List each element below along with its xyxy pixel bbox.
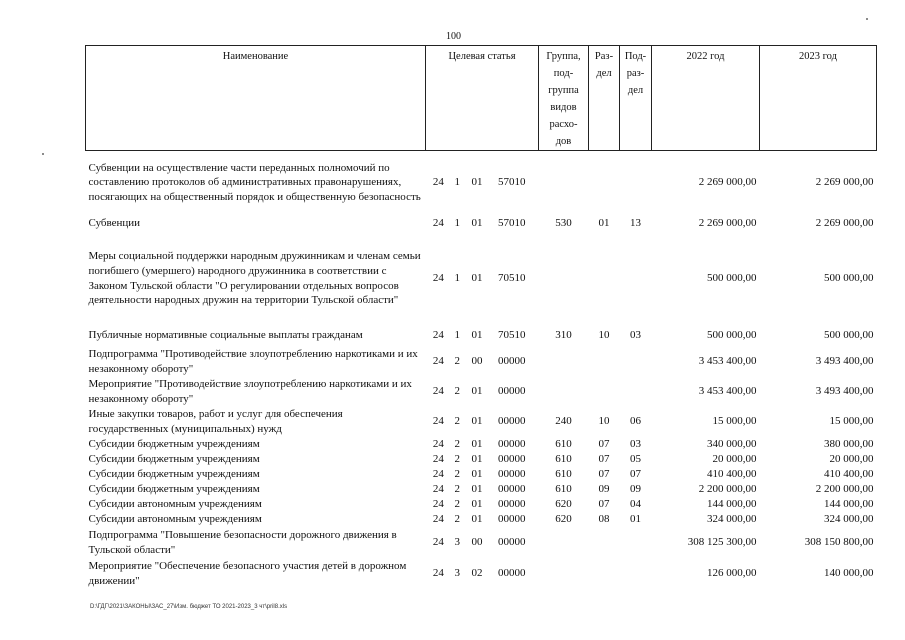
target-event: 01 xyxy=(471,272,483,285)
header-group-line: видов xyxy=(550,102,577,113)
target-program: 24 xyxy=(432,467,444,480)
target-program: 24 xyxy=(432,217,444,230)
table-row xyxy=(86,407,877,437)
row-subsection: 05 xyxy=(630,452,641,465)
header-group-line: Группа, xyxy=(546,51,581,62)
row-amount-2023: 410 400,00 xyxy=(824,467,874,480)
row-target-article xyxy=(426,347,539,377)
row-subsection: 03 xyxy=(630,437,641,450)
row-amount-2022: 3 453 400,00 xyxy=(698,385,757,398)
row-target-article xyxy=(426,512,539,527)
target-program: 24 xyxy=(432,176,444,189)
row-section: 07 xyxy=(598,497,610,510)
header-group xyxy=(539,46,589,151)
table-row xyxy=(86,215,877,233)
row-subsection xyxy=(620,347,652,377)
row-group xyxy=(539,377,589,407)
row-section xyxy=(589,347,620,377)
row-target-article xyxy=(426,482,539,497)
target-program: 24 xyxy=(432,437,444,450)
scan-speck xyxy=(866,18,868,20)
target-program: 24 xyxy=(432,512,444,525)
target-direction: 00000 xyxy=(497,497,526,510)
target-subprogram: 2 xyxy=(454,437,460,450)
header-group-line: расхо- xyxy=(549,119,578,130)
row-group xyxy=(539,559,589,589)
header-target: Целевая статья xyxy=(426,46,539,151)
row-subsection xyxy=(620,527,652,559)
target-direction: 00000 xyxy=(497,567,526,580)
row-group: 530 xyxy=(555,217,572,230)
row-section: 10 xyxy=(598,329,610,342)
row-section: 08 xyxy=(598,512,610,525)
row-amount-2022: 20 000,00 xyxy=(712,452,757,465)
row-section: 07 xyxy=(598,467,610,480)
header-group-line: группа xyxy=(548,85,579,96)
target-program: 24 xyxy=(432,536,444,549)
row-amount-2023: 140 000,00 xyxy=(824,567,874,580)
header-subsection-line: дел xyxy=(627,85,644,96)
row-amount-2022: 3 453 400,00 xyxy=(698,355,757,368)
scan-speck xyxy=(42,153,44,155)
target-subprogram: 1 xyxy=(454,217,460,230)
row-section xyxy=(589,527,620,559)
row-subsection: 01 xyxy=(630,512,641,525)
row-amount-2022: 324 000,00 xyxy=(707,512,757,525)
row-name: Субвенции xyxy=(88,217,141,230)
row-group: 610 xyxy=(555,467,572,480)
row-subsection: 13 xyxy=(630,217,641,230)
target-event: 01 xyxy=(471,512,483,525)
row-target-article xyxy=(426,377,539,407)
row-amount-2022: 500 000,00 xyxy=(707,329,757,342)
row-target-article xyxy=(426,215,539,233)
row-name: Субсидии автономным учреждениям xyxy=(88,512,262,525)
target-event: 01 xyxy=(471,467,483,480)
row-amount-2022: 126 000,00 xyxy=(707,567,757,580)
target-direction: 00000 xyxy=(497,385,526,398)
row-amount-2023: 308 150 800,00 xyxy=(804,536,874,549)
target-program: 24 xyxy=(432,272,444,285)
row-target-article xyxy=(426,407,539,437)
table-row xyxy=(86,467,877,482)
row-target-article xyxy=(426,497,539,512)
row-subsection: 06 xyxy=(630,415,641,428)
table-row xyxy=(86,497,877,512)
row-amount-2023: 15 000,00 xyxy=(829,415,874,428)
row-amount-2022: 2 200 000,00 xyxy=(698,482,757,495)
row-subsection xyxy=(620,377,652,407)
row-amount-2022: 410 400,00 xyxy=(707,467,757,480)
header-group-line: дов xyxy=(555,136,572,147)
footer-file-path: D:\ГДГ\2021\ЗАКОНЫ\ЗАС_27\Изм. бюджет ТО 2021-2023_3 чт\pril8.xls xyxy=(90,604,288,610)
row-section: 09 xyxy=(598,482,610,495)
target-program: 24 xyxy=(432,415,444,428)
row-group: 240 xyxy=(555,415,572,428)
row-name: Субсидии бюджетным учреждениям xyxy=(88,452,260,465)
target-subprogram: 2 xyxy=(454,497,460,510)
target-program: 24 xyxy=(432,482,444,495)
target-subprogram: 1 xyxy=(454,329,460,342)
page-number: 100 xyxy=(446,31,461,42)
row-name: Субсидии автономным учреждениям xyxy=(88,497,262,510)
table-row xyxy=(86,559,877,589)
target-subprogram: 2 xyxy=(454,452,460,465)
budget-table xyxy=(85,45,877,589)
row-name: Субсидии бюджетным учреждениям xyxy=(88,437,260,450)
target-event: 01 xyxy=(471,415,483,428)
table-row xyxy=(86,233,877,325)
row-target-article xyxy=(426,467,539,482)
row-amount-2023: 2 269 000,00 xyxy=(815,176,874,189)
row-target-article xyxy=(426,233,539,325)
row-section: 01 xyxy=(598,217,610,230)
row-target-article xyxy=(426,151,539,215)
target-direction: 00000 xyxy=(497,437,526,450)
row-subsection: 03 xyxy=(630,329,641,342)
row-group: 610 xyxy=(555,452,572,465)
target-direction: 00000 xyxy=(497,415,526,428)
row-amount-2022: 15 000,00 xyxy=(712,415,757,428)
row-name: Субсидии бюджетным учреждениям xyxy=(88,482,260,495)
target-direction: 70510 xyxy=(497,272,526,285)
target-direction: 00000 xyxy=(497,452,526,465)
header-section xyxy=(589,46,620,151)
row-amount-2022: 2 269 000,00 xyxy=(698,217,757,230)
table-header xyxy=(86,46,877,151)
row-amount-2023: 3 493 400,00 xyxy=(815,355,874,368)
row-section xyxy=(589,559,620,589)
header-section-line: Раз- xyxy=(594,51,614,62)
target-program: 24 xyxy=(432,385,444,398)
row-group: 610 xyxy=(555,437,572,450)
table-row xyxy=(86,437,877,452)
target-event: 00 xyxy=(471,536,483,549)
target-event: 01 xyxy=(471,329,483,342)
header-section-line: дел xyxy=(596,68,612,79)
row-group xyxy=(539,233,589,325)
row-name: Субсидии бюджетным учреждениям xyxy=(88,467,260,480)
target-event: 01 xyxy=(471,482,483,495)
header-year-2022: 2022 год xyxy=(652,46,760,151)
row-target-article xyxy=(426,527,539,559)
target-direction: 00000 xyxy=(497,482,526,495)
target-event: 01 xyxy=(471,452,483,465)
target-subprogram: 2 xyxy=(454,385,460,398)
row-target-article xyxy=(426,559,539,589)
target-direction: 57010 xyxy=(497,217,526,230)
target-program: 24 xyxy=(432,452,444,465)
target-event: 01 xyxy=(471,217,483,230)
row-section xyxy=(589,233,620,325)
target-direction: 00000 xyxy=(497,512,526,525)
row-name: Мероприятие "Обеспечение безопасного участия детей в дорожном движении" xyxy=(88,559,407,587)
row-amount-2022: 2 269 000,00 xyxy=(698,176,757,189)
header-subsection xyxy=(620,46,652,151)
row-target-article xyxy=(426,325,539,347)
row-amount-2023: 2 200 000,00 xyxy=(815,482,874,495)
target-event: 01 xyxy=(471,385,483,398)
table-row xyxy=(86,347,877,377)
row-section xyxy=(589,151,620,215)
row-name: Публичные нормативные социальные выплаты гражданам xyxy=(88,329,363,342)
row-name: Иные закупки товаров, работ и услуг для обеспечения государственных (муниципальных) нужд xyxy=(88,407,343,435)
row-name: Мероприятие "Противодействие злоупотреблению наркотиками и их незаконному обороту" xyxy=(88,377,412,405)
table-row xyxy=(86,452,877,467)
target-subprogram: 2 xyxy=(454,482,460,495)
row-group: 310 xyxy=(555,329,572,342)
row-group: 620 xyxy=(555,497,572,510)
target-subprogram: 2 xyxy=(454,355,460,368)
row-subsection: 04 xyxy=(630,497,641,510)
header-subsection-line: Под- xyxy=(624,51,647,62)
target-event: 01 xyxy=(471,176,483,189)
table-row xyxy=(86,325,877,347)
row-section: 10 xyxy=(598,415,610,428)
row-amount-2023: 2 269 000,00 xyxy=(815,217,874,230)
row-amount-2023: 500 000,00 xyxy=(824,329,874,342)
target-subprogram: 1 xyxy=(454,176,460,189)
table-row xyxy=(86,377,877,407)
row-subsection xyxy=(620,233,652,325)
target-program: 24 xyxy=(432,355,444,368)
row-group xyxy=(539,527,589,559)
target-subprogram: 1 xyxy=(454,272,460,285)
target-event: 01 xyxy=(471,437,483,450)
header-subsection-line: раз- xyxy=(626,68,645,79)
row-amount-2022: 500 000,00 xyxy=(707,272,757,285)
table-row xyxy=(86,512,877,527)
row-target-article xyxy=(426,437,539,452)
table-row xyxy=(86,482,877,497)
row-group xyxy=(539,151,589,215)
target-direction: 70510 xyxy=(497,329,526,342)
row-section xyxy=(589,377,620,407)
row-amount-2023: 3 493 400,00 xyxy=(815,385,874,398)
target-direction: 57010 xyxy=(497,176,526,189)
row-amount-2023: 500 000,00 xyxy=(824,272,874,285)
row-section: 07 xyxy=(598,437,610,450)
target-program: 24 xyxy=(432,329,444,342)
target-subprogram: 2 xyxy=(454,415,460,428)
row-amount-2023: 324 000,00 xyxy=(824,512,874,525)
target-direction: 00000 xyxy=(497,355,526,368)
target-event: 00 xyxy=(471,355,483,368)
table-row xyxy=(86,151,877,215)
row-amount-2022: 340 000,00 xyxy=(707,437,757,450)
target-direction: 00000 xyxy=(497,467,526,480)
row-group: 610 xyxy=(555,482,572,495)
target-program: 24 xyxy=(432,567,444,580)
target-subprogram: 3 xyxy=(454,536,460,549)
row-group: 620 xyxy=(555,512,572,525)
row-name: Меры социальной поддержки народным дружинникам и членам семьи погибшего (умершего) народного дружинника в соответствии с Законом Тульской области "О регулировании отдельных вопросов деятельности народных дружин на территории Тульской области" xyxy=(88,250,421,307)
row-section: 07 xyxy=(598,452,610,465)
row-amount-2023: 380 000,00 xyxy=(824,437,874,450)
header-year-2023: 2023 год xyxy=(760,46,877,151)
row-subsection xyxy=(620,559,652,589)
row-group xyxy=(539,347,589,377)
target-event: 01 xyxy=(471,497,483,510)
row-name: Подпрограмма "Противодействие злоупотреблению наркотиками и их незаконному обороту" xyxy=(88,347,418,375)
target-event: 02 xyxy=(471,567,483,580)
target-direction: 00000 xyxy=(497,536,526,549)
row-subsection: 09 xyxy=(630,482,641,495)
row-name: Субвенции на осуществление части переданных полномочий по составлению протоколов об административных правонарушениях, посягающих на общественный порядок и общественную безопасность xyxy=(88,161,421,204)
header-name: Наименование xyxy=(86,46,426,151)
target-subprogram: 2 xyxy=(454,512,460,525)
target-program: 24 xyxy=(432,497,444,510)
row-amount-2023: 20 000,00 xyxy=(829,452,874,465)
row-amount-2023: 144 000,00 xyxy=(824,497,874,510)
row-target-article xyxy=(426,452,539,467)
row-subsection: 07 xyxy=(630,467,641,480)
header-group-line: под- xyxy=(553,68,574,79)
row-name: Подпрограмма "Повышение безопасности дорожного движения в Тульской области" xyxy=(88,528,397,556)
target-subprogram: 2 xyxy=(454,467,460,480)
row-amount-2022: 144 000,00 xyxy=(707,497,757,510)
target-subprogram: 3 xyxy=(454,567,460,580)
row-subsection xyxy=(620,151,652,215)
row-amount-2022: 308 125 300,00 xyxy=(687,536,757,549)
table-row xyxy=(86,527,877,559)
